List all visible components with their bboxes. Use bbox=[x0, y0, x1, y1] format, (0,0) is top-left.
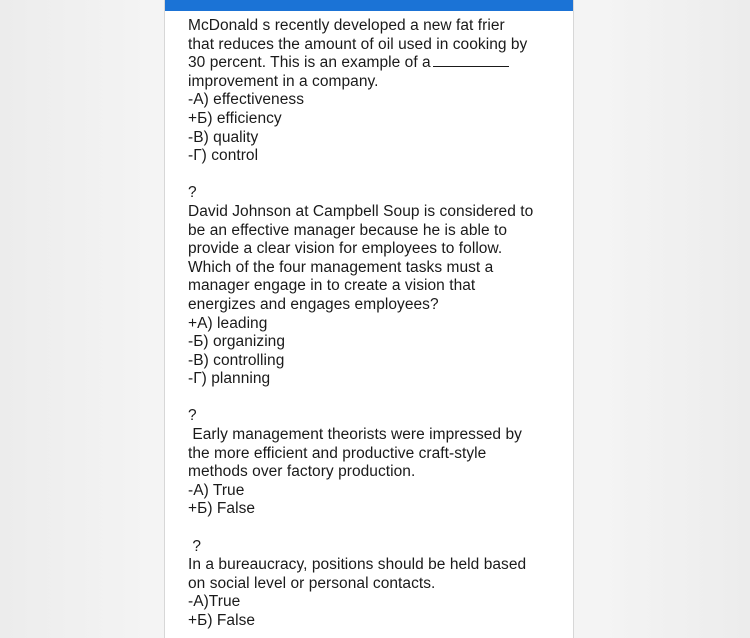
answer-option: -A)True bbox=[188, 593, 241, 611]
question-text-line: on social level or personal contacts. bbox=[188, 574, 436, 592]
question-text-line: manager engage in to create a vision that bbox=[188, 277, 476, 295]
question-block-3 bbox=[188, 407, 558, 519]
question-block-2 bbox=[188, 184, 558, 389]
answer-option: -A) True bbox=[188, 481, 245, 499]
answer-option: -Г) planning bbox=[188, 370, 271, 388]
question-text-line: provide a clear vision for employees to follow. bbox=[188, 240, 503, 258]
question-marker: ? bbox=[188, 184, 197, 202]
question-text-line: McDonald s recently developed a new fat frier bbox=[188, 17, 505, 34]
question-text-line: Which of the four management tasks must a bbox=[188, 258, 494, 276]
answer-option: +Б) False bbox=[188, 612, 256, 629]
header-bar bbox=[165, 0, 574, 11]
answer-option: +A) leading bbox=[188, 314, 268, 332]
question-marker: ? bbox=[188, 407, 197, 425]
answer-option: +Б) False bbox=[188, 500, 256, 518]
answer-option: -A) effectiveness bbox=[188, 91, 305, 109]
question-text-line: energizes and engages employees? bbox=[188, 295, 439, 313]
answer-option: -В) quality bbox=[188, 128, 259, 146]
question-text-fragment: 30 percent. This is an example of a bbox=[188, 54, 431, 72]
question-text-line: David Johnson at Campbell Soup is considered to bbox=[188, 202, 534, 220]
spacer bbox=[188, 389, 558, 408]
spacer bbox=[188, 166, 558, 185]
question-text-line: Early management theorists were impressed by bbox=[188, 426, 522, 444]
question-text-line: that reduces the amount of oil used in cooking by bbox=[188, 35, 528, 53]
question-text-line: methods over factory production. bbox=[188, 463, 416, 481]
question-text-line: be an effective manager because he is able to bbox=[188, 221, 508, 239]
question-text-line: In a bureaucracy, positions should be held based bbox=[188, 556, 527, 574]
fill-in-blank bbox=[433, 54, 509, 67]
answer-option: -Г) control bbox=[188, 147, 259, 165]
answer-option: -Б) organizing bbox=[188, 333, 286, 351]
message-card bbox=[164, 0, 574, 638]
question-text-line: improvement in a company. bbox=[188, 72, 379, 90]
question-block-1 bbox=[188, 17, 558, 166]
question-text-line bbox=[188, 54, 558, 73]
answer-option: -В) controlling bbox=[188, 351, 285, 369]
question-block-4 bbox=[188, 538, 558, 631]
answer-option: +Б) efficiency bbox=[188, 109, 282, 127]
spacer bbox=[188, 519, 558, 538]
question-marker: ? bbox=[188, 537, 202, 555]
message-text bbox=[188, 17, 558, 631]
question-text-line: the more efficient and productive craft-style bbox=[188, 444, 487, 462]
